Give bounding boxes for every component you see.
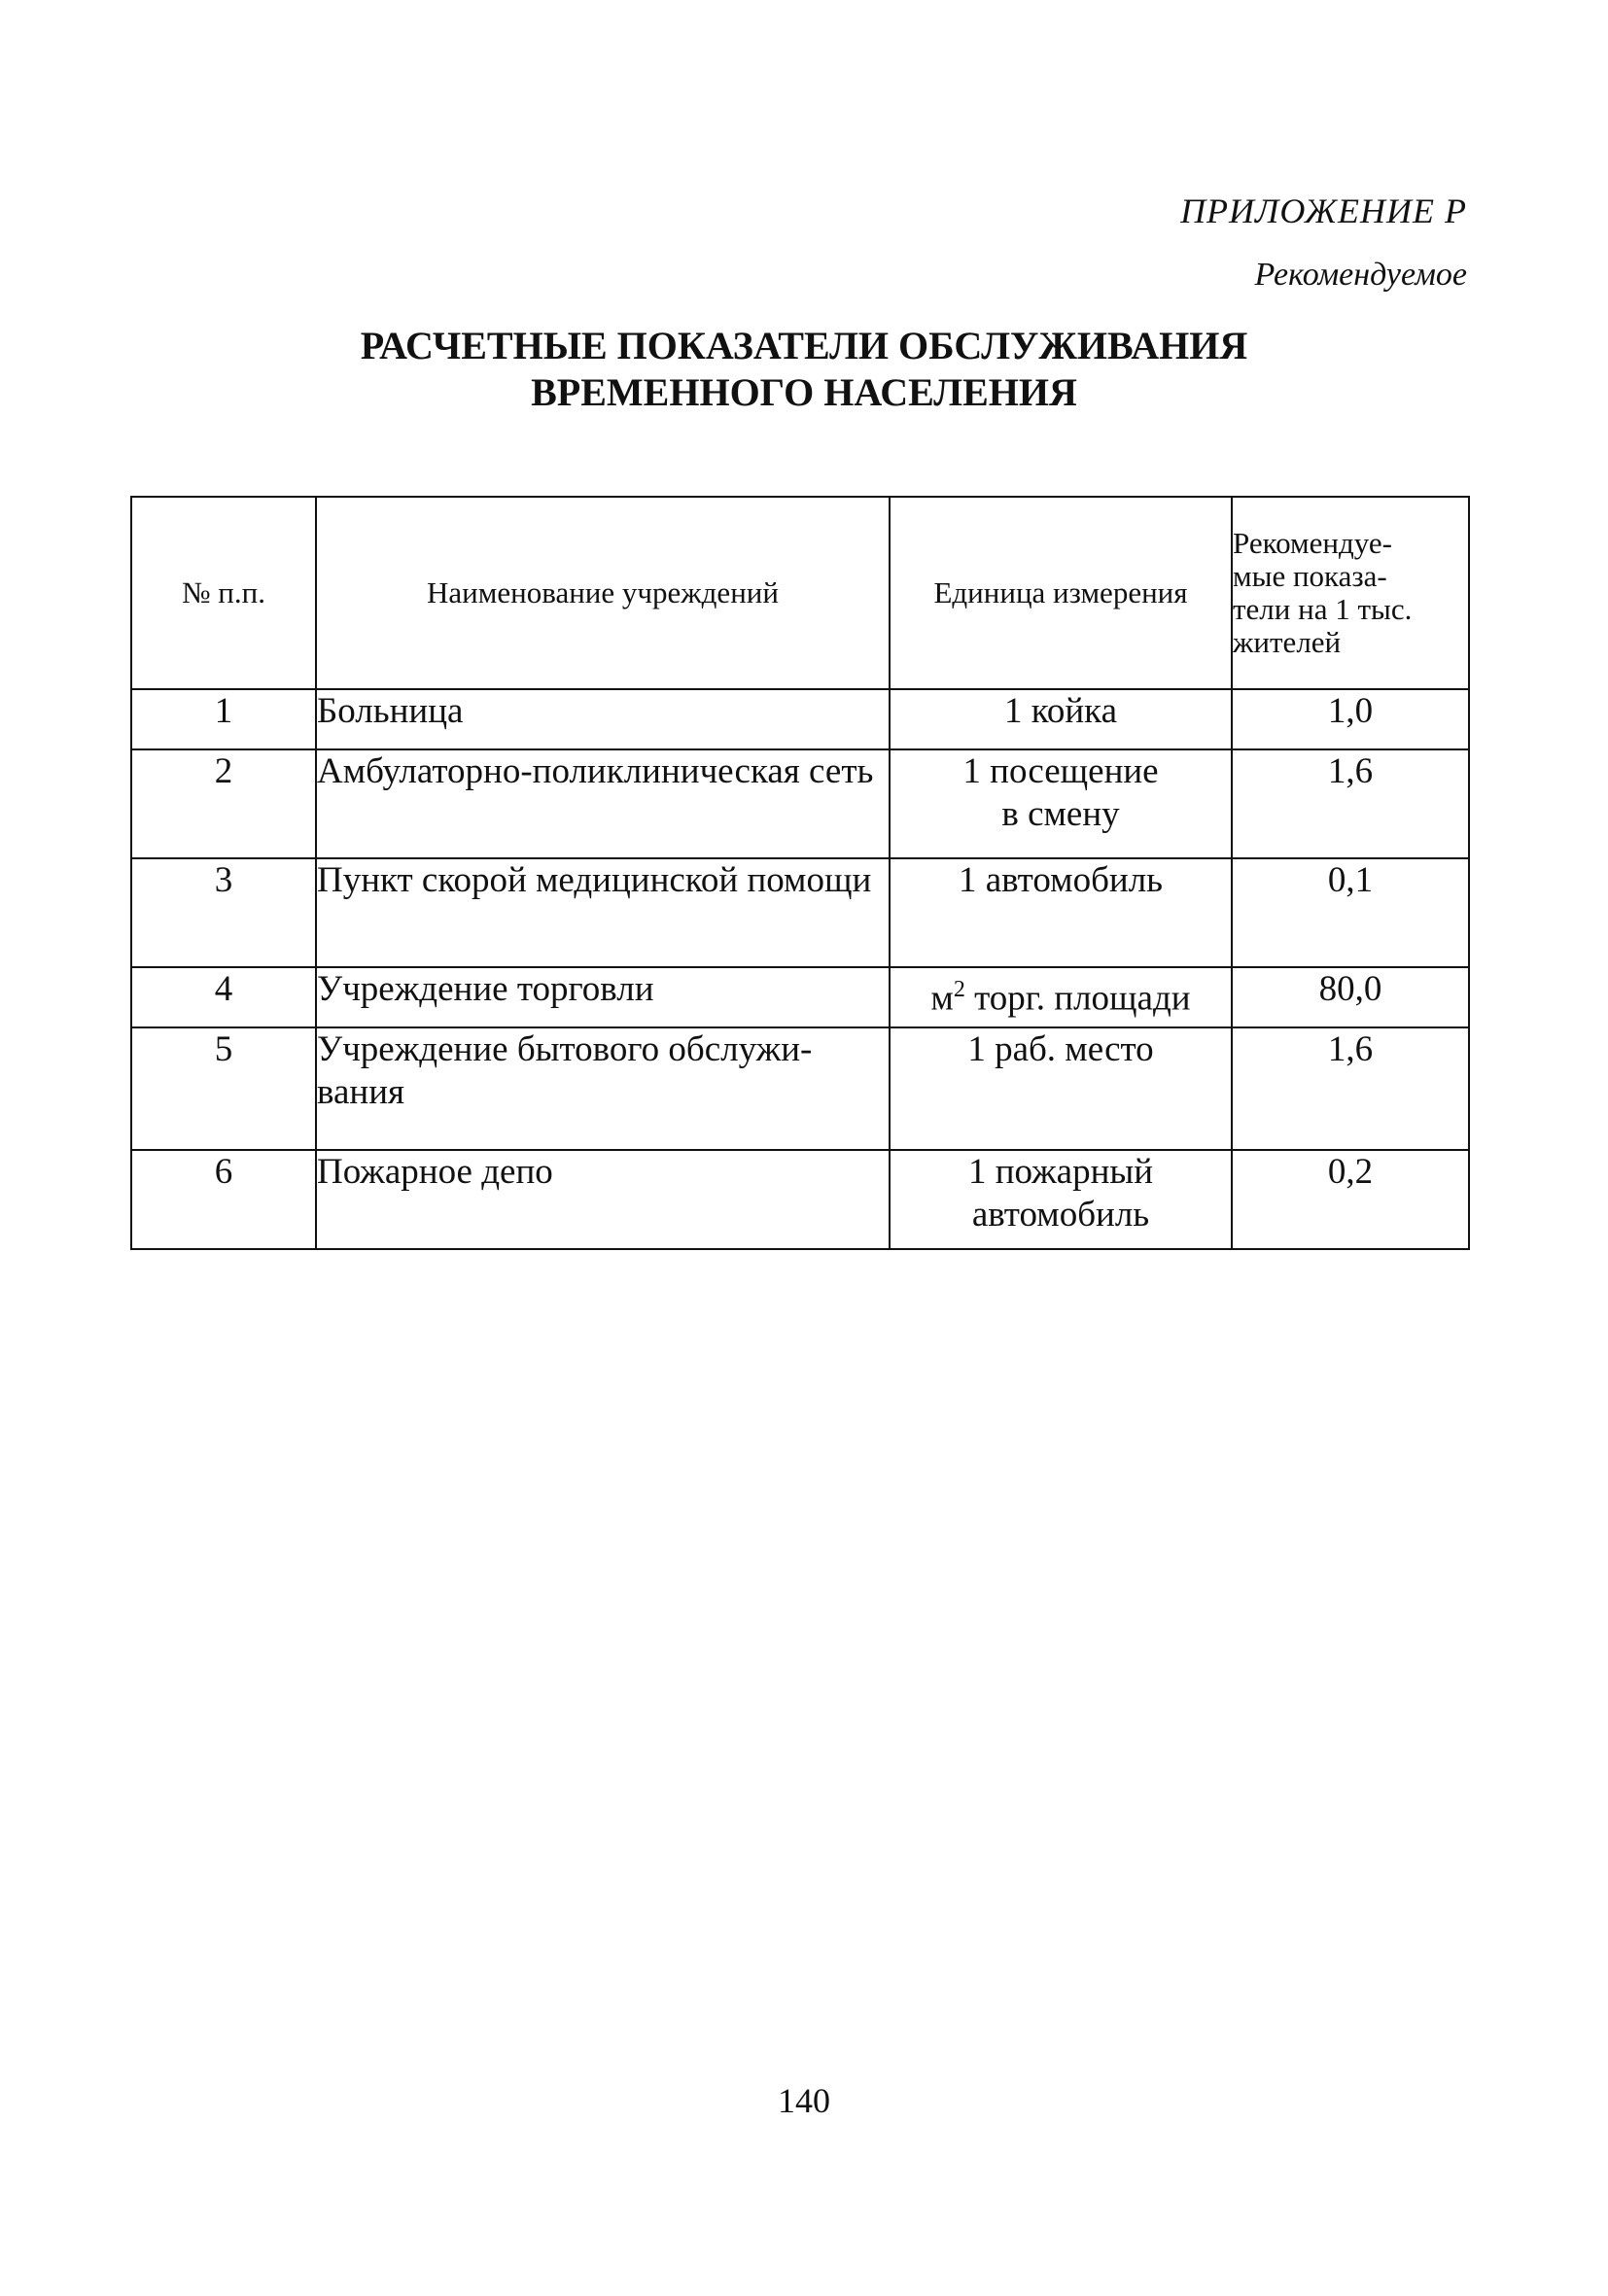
row-num: 6 xyxy=(131,1150,316,1249)
header-name: Наименование учреждений xyxy=(316,497,890,689)
row-unit-line-1: 1 пожарный xyxy=(967,1152,1154,1192)
row-unit xyxy=(890,1027,1232,1150)
row-unit-line-1: 1 автомобиль xyxy=(958,860,1164,900)
header-recommended xyxy=(1232,497,1469,689)
document-title xyxy=(0,323,1608,416)
page-number: 140 xyxy=(778,2081,830,2120)
header-recommended-line-4: жителей xyxy=(1233,625,1342,659)
table-row xyxy=(131,689,1469,749)
row-unit-prefix: м xyxy=(930,978,954,1019)
row-unit-line-1: 1 раб. место xyxy=(967,1029,1154,1069)
table-row xyxy=(131,1027,1469,1150)
row-name: Учреждение торговли xyxy=(316,967,890,1027)
row-unit-line-2: автомобиль xyxy=(971,1195,1150,1235)
row-unit xyxy=(890,967,1232,1027)
row-unit-line-2: в смену xyxy=(1001,794,1120,834)
row-unit xyxy=(890,749,1232,858)
row-unit-suffix: торг. площади xyxy=(964,978,1191,1019)
row-unit xyxy=(890,858,1232,967)
row-name: Больница xyxy=(316,689,890,749)
row-num: 3 xyxy=(131,858,316,967)
row-name: Пожарное депо xyxy=(316,1150,890,1249)
row-value: 0,2 xyxy=(1232,1150,1469,1249)
row-num: 5 xyxy=(131,1027,316,1150)
table-row xyxy=(131,858,1469,967)
row-num: 4 xyxy=(131,967,316,1027)
row-value: 1,6 xyxy=(1232,1027,1469,1150)
row-value: 80,0 xyxy=(1232,967,1469,1027)
row-unit-line-1: 1 посещение xyxy=(962,751,1159,791)
header-recommended-line-2: мые показа- xyxy=(1233,559,1387,593)
table-row xyxy=(131,749,1469,858)
recommended-label: Рекомендуемое xyxy=(1254,257,1467,293)
row-num: 1 xyxy=(131,689,316,749)
row-name: Учреждение бытового обслужи-вания xyxy=(316,1027,890,1150)
header-num: № п.п. xyxy=(131,497,316,689)
header-unit: Единица измерения xyxy=(890,497,1232,689)
table-header-row xyxy=(131,497,1469,689)
appendix-label: ПРИЛОЖЕНИЕ Р xyxy=(1180,191,1467,230)
row-unit-superscript: 2 xyxy=(953,977,965,1002)
row-num: 2 xyxy=(131,749,316,858)
table-row xyxy=(131,1150,1469,1249)
row-unit-line-1: 1 койка xyxy=(1004,691,1117,731)
row-value: 1,6 xyxy=(1232,749,1469,858)
title-line-2: ВРЕМЕННОГО НАСЕЛЕНИЯ xyxy=(531,370,1077,414)
row-unit xyxy=(890,1150,1232,1249)
row-value: 1,0 xyxy=(1232,689,1469,749)
row-unit xyxy=(890,689,1232,749)
table-row xyxy=(131,967,1469,1027)
row-name: Пункт скорой медицинской помощи xyxy=(316,858,890,967)
indicators-table xyxy=(130,496,1470,1250)
title-line-1: РАСЧЕТНЫЕ ПОКАЗАТЕЛИ ОБСЛУЖИВАНИЯ xyxy=(360,324,1248,367)
row-value: 0,1 xyxy=(1232,858,1469,967)
header-recommended-line-3: тели на 1 тыс. xyxy=(1233,592,1413,626)
row-name: Амбулаторно-поликлиническая сеть xyxy=(316,749,890,858)
header-recommended-line-1: Рекомендуе- xyxy=(1233,526,1392,560)
